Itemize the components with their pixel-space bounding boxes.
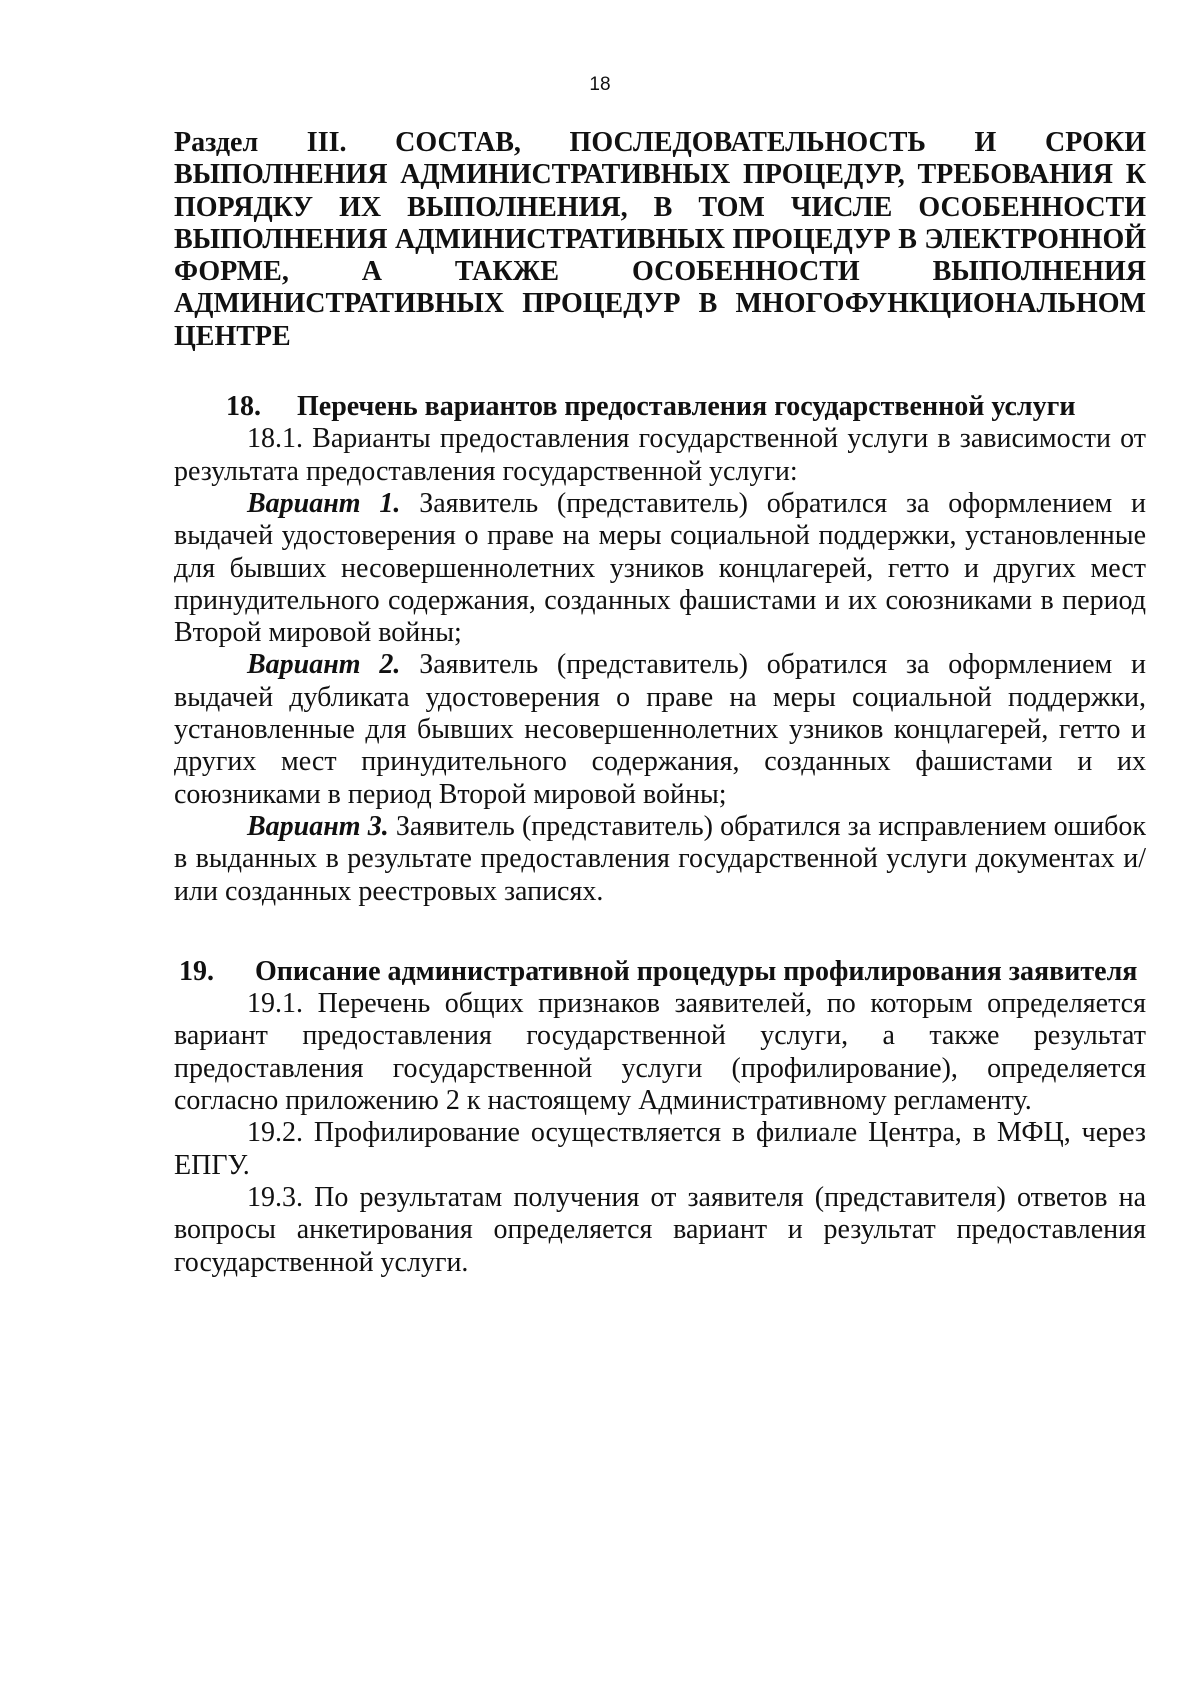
variant-3-text: Заявитель (представитель) обратился за исправлением ошибок в выданных в результате предоставления государственной услуги документах и/или созданных реестровых записях. xyxy=(174,810,1147,907)
variant-3-label: Вариант 3. xyxy=(247,810,389,842)
heading-19 xyxy=(174,956,1146,988)
heading-19-number: 19. xyxy=(179,955,214,987)
variant-1-paragraph xyxy=(174,488,1146,649)
paragraph-19-2: 19.2. Профилирование осуществляется в филиале Центра, в МФЦ, через ЕПГУ. xyxy=(174,1117,1146,1181)
variant-2-paragraph xyxy=(174,649,1146,810)
paragraph-19-3: 19.3. По результатам получения от заявителя (представителя) ответов на вопросы анкетирования определяется вариант и результат предоставления государственной услуги. xyxy=(174,1181,1146,1278)
section-title: Раздел III. СОСТАВ, ПОСЛЕДОВАТЕЛЬНОСТЬ И СРОКИ ВЫПОЛНЕНИЯ АДМИНИСТРАТИВНЫХ ПРОЦЕДУР, ТРЕБОВАНИЯ К ПОРЯДКУ ИХ ВЫПОЛНЕНИЯ, В ТОМ ЧИСЛЕ ОСОБЕННОСТИ ВЫПОЛНЕНИЯ АДМИНИСТРАТИВНЫХ ПРОЦЕДУР В ЭЛЕКТРОННОЙ ФОРМЕ, А ТАКЖЕ ОСОБЕННОСТИ ВЫПОЛНЕНИЯ АДМИНИСТРАТИВНЫХ ПРОЦЕДУР В МНОГОФУНКЦИОНАЛЬНОМ ЦЕНТРЕ xyxy=(174,127,1146,352)
document-body xyxy=(174,127,1146,1279)
variant-3-paragraph xyxy=(174,811,1146,908)
paragraph-19-1: 19.1. Перечень общих признаков заявителей, по которым определяется вариант предоставления государственной услуги, а также результат предоставления государственной услуги (профилирование), определяется согласно приложению 2 к настоящему Административному регламенту. xyxy=(174,988,1146,1117)
heading-18-number: 18. xyxy=(226,391,261,423)
heading-19-title: Описание административной процедуры профилирования заявителя xyxy=(255,955,1138,987)
heading-18-title: Перечень вариантов предоставления государственной услуги xyxy=(297,391,1076,423)
variant-1-text: Заявитель (представитель) обратился за оформлением и выдачей удостоверения о праве на меры социальной поддержки, установленные для бывших несовершеннолетних узников концлагерей, гетто и других мест принудительного содержания, созданных фашистами и их союзниками в период Второй мировой войны; xyxy=(174,487,1146,649)
page-number: 18 xyxy=(589,74,611,95)
variant-2-text: Заявитель (представитель) обратился за оформлением и выдачей дубликата удостоверения о праве на меры социальной поддержки, установленные для бывших несовершеннолетних узников концлагерей, гетто и других мест принудительного содержания, созданных фашистами и их союзниками в период Второй мировой войны; xyxy=(174,649,1146,810)
heading-18 xyxy=(174,391,1146,423)
variant-1-label: Вариант 1. xyxy=(247,487,401,519)
variant-2-label: Вариант 2. xyxy=(247,649,401,681)
paragraph-18-1: 18.1. Варианты предоставления государственной услуги в зависимости от результата предоставления государственной услуги: xyxy=(174,423,1146,487)
